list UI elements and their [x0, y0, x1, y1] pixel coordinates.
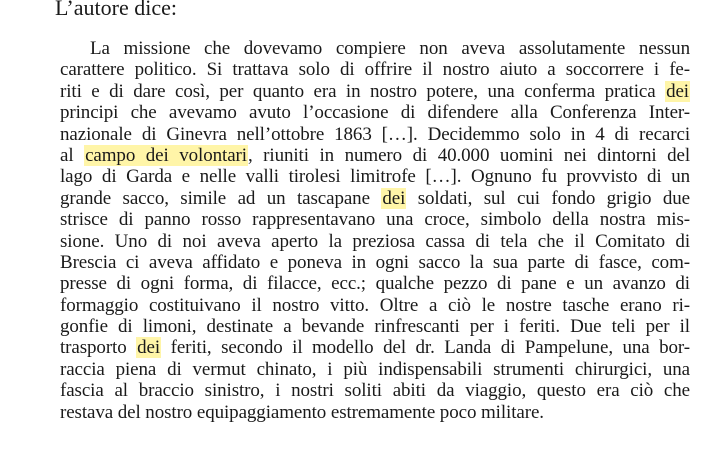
text-segment: sione. Uno di noi aveva aperto la preziosa cassa di tela che il Comitato di	[60, 230, 690, 252]
text-line	[60, 273, 690, 294]
highlighted-term: dei	[137, 337, 161, 359]
text-segment: restava del nostro equipaggiamento estremamente poco militare.	[60, 401, 544, 423]
text-segment: gonfie di limoni, destinate a bevande rinfrescanti per i feriti. Due teli per il	[60, 316, 690, 338]
text-segment: trasporto	[60, 337, 137, 359]
text-segment: nazionale di Ginevra nell’ottobre 1863 […]. Decidemmo solo in 4 di recarci	[60, 123, 690, 145]
text-line	[60, 188, 690, 209]
text-segment: , riuniti in numero di 40.000 uomini nei dintorni del	[247, 144, 690, 166]
highlighted-term: campo dei volontari	[85, 144, 247, 166]
text-line	[60, 316, 690, 337]
text-line	[60, 209, 690, 230]
text-segment: raccia piena di vermut chinato, i più indispensabili strumenti chirurgici, una	[60, 358, 690, 380]
text-segment: grande sacco, simile ad un tascapane	[60, 187, 382, 209]
text-line	[60, 59, 690, 80]
text-line	[60, 38, 690, 59]
text-line	[60, 102, 690, 123]
text-segment: riti e di dare così, per quanto era in nostro potere, una conferma pratica	[60, 80, 666, 102]
text-line	[60, 166, 690, 187]
text-segment: fascia al braccio sinistro, i nostri soliti abiti da viaggio, questo era ciò che	[60, 380, 690, 402]
text-line	[60, 402, 690, 423]
text-line	[60, 252, 690, 273]
body-paragraph	[60, 38, 690, 423]
text-line	[60, 295, 690, 316]
text-line	[60, 380, 690, 401]
text-line	[60, 81, 690, 102]
highlighted-term: dei	[666, 80, 689, 102]
text-line	[60, 145, 690, 166]
highlighted-term: dei	[382, 187, 406, 209]
text-segment: Brescia ci aveva affidato e poneva in ogni sacco la sua parte di fasce, com-	[60, 251, 690, 273]
text-line	[60, 337, 690, 358]
text-segment: strisce di panno rosso rappresentavano una croce, simbolo della nostra mis-	[60, 209, 690, 231]
text-line	[60, 359, 690, 380]
page-heading: L’autore dice:	[55, 0, 177, 20]
text-segment: carattere politico. Si trattava solo di offrire il nostro aiuto a soccorrere i fe-	[60, 59, 690, 81]
text-segment: soldati, sul cui fondo grigio due	[406, 187, 690, 209]
text-segment: La missione che dovevamo compiere non aveva assolutamente nessun	[90, 38, 690, 59]
text-segment: al	[60, 144, 85, 166]
text-line	[60, 231, 690, 252]
text-segment: feriti, secondo il modello del dr. Landa di Pampelune, una bor-	[161, 337, 691, 359]
text-segment: formaggio costituivano il nostro vitto. Oltre a ciò le nostre tasche erano ri-	[60, 294, 690, 316]
text-segment: presse di ogni forma, di filacce, ecc.; qualche pezzo di pane e un avanzo di	[60, 273, 690, 295]
text-line	[60, 124, 690, 145]
text-segment: lago di Garda e nelle valli tirolesi limitrofe […]. Ognuno fu provvisto di un	[60, 166, 690, 188]
text-segment: principi che avevamo avuto l’occasione di difendere alla Conferenza Inter-	[60, 102, 690, 124]
